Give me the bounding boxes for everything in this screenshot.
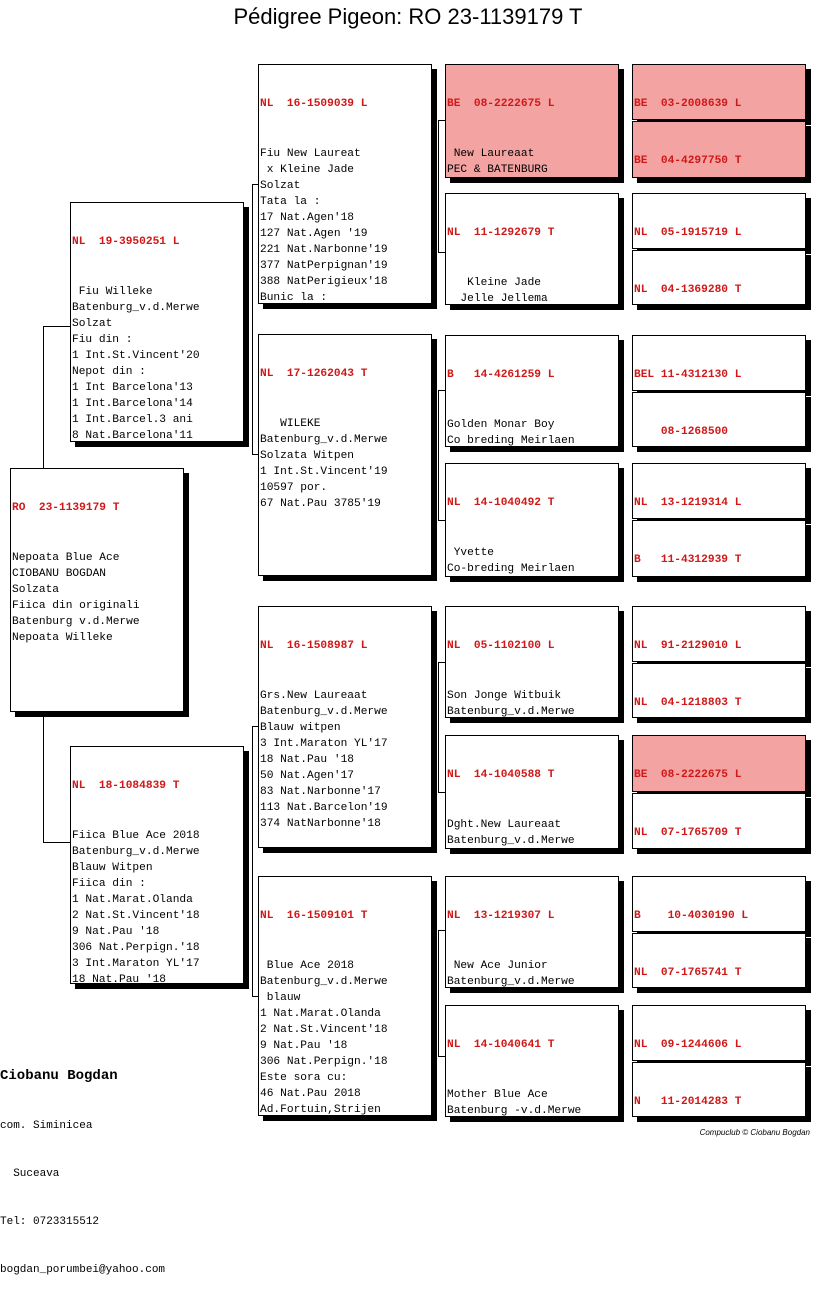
pigeon-info: Kleine Jade Jelle Jellema	[460, 277, 548, 305]
great-grandparent-card	[445, 335, 619, 447]
connector-line	[438, 520, 445, 521]
gen4-card	[632, 933, 806, 988]
gen4-card	[632, 876, 806, 932]
connector-line	[438, 252, 445, 253]
gen4-card	[632, 520, 806, 577]
pigeon-info: Fiica Blue Ace 2018 Batenburg_v.d.Merwe Blauw Witpen Fiica din : 1 Nat.Marat.Olanda 2 Nat.St.Vincent'18 9 Nat.Pau '18 306 Nat.Perpign.'18 3 Int.Maraton YL'17 18 Nat.Pau '18	[72, 830, 200, 984]
connector-line	[43, 326, 44, 468]
pigeon-info: Dght.New Laureaat Batenburg_v.d.Merwe	[447, 819, 575, 847]
great-grandparent-card	[445, 876, 619, 988]
page-title: Pédigree Pigeon: RO 23-1139179 T	[233, 4, 583, 29]
connector-line	[438, 930, 439, 1056]
ring-number: NL 13-1219307 L	[447, 910, 555, 922]
pigeon-info: Fiu Willeke Batenburg_v.d.Merwe Solzat Fiu din : 1 Int.St.Vincent'20 Nepot din : 1 Int Barcelona'13 1 Int.Barcelona'14 1 Int.Barcel.3 ani 8 Nat.Barcelona'11	[72, 286, 200, 442]
ring-number: BE 08-2222675 L	[447, 98, 555, 110]
connector-line	[43, 326, 70, 327]
ring-number: NL 19-3950251 L	[72, 236, 180, 248]
gen4-card	[632, 64, 806, 120]
breeder-name: Ciobanu Bogdan	[0, 1068, 118, 1084]
pigeon-info: Grs.New Laureaat Batenburg_v.d.Merwe Blauw witpen 3 Int.Maraton YL'17 18 Nat.Pau '18 50 Nat.Agen'17 83 Nat.Narbonne'17 113 Nat.Barcelon'19 374 NatNarbonne'18	[260, 690, 388, 830]
gen4-card	[632, 1005, 806, 1061]
footer-credit: Compuclub © Ciobanu Bogdan	[699, 1128, 810, 1137]
gen4-card	[632, 793, 806, 849]
pigeon-info: New Ace Junior Batenburg_v.d.Merwe	[447, 960, 575, 988]
gen4-card	[632, 463, 806, 519]
connector-line	[438, 1056, 445, 1057]
ring-number: NL 16-1509101 T	[260, 910, 368, 922]
ring-number: NL 09-1244606 L	[634, 1039, 742, 1051]
gen4-card	[632, 335, 806, 391]
great-grandparent-card	[445, 64, 619, 178]
ring-number: NL 05-1102100 L	[447, 640, 555, 652]
connector-line	[438, 390, 445, 391]
gen4-card	[632, 1062, 806, 1117]
great-grandparent-card	[445, 606, 619, 718]
ring-number: B 11-4312939 T	[634, 554, 742, 566]
breeder-email: bogdan_porumbei@yahoo.com	[0, 1264, 166, 1276]
connector-line	[438, 662, 439, 792]
paternal-grandmother-card	[258, 334, 432, 576]
maternal-grandfather-card	[258, 606, 432, 848]
subject-pigeon-card	[10, 468, 184, 712]
ring-number: BEL 11-4312130 L	[634, 369, 742, 381]
gen4-card	[632, 663, 806, 718]
ring-number: NL 04-1369280 T	[634, 284, 742, 296]
connector-line	[438, 120, 439, 252]
pigeon-info: Blue Ace 2018 Batenburg_v.d.Merwe blauw 1 Nat.Marat.Olanda 2 Nat.St.Vincent'18 9 Nat.Pau '18 306 Nat.Perpign.'18 Este sora cu: 46 Nat.Pau 2018 Ad.Fortuin,Strijen	[260, 960, 388, 1116]
ring-number: NL 14-1040588 T	[447, 769, 555, 781]
gen4-card	[632, 193, 806, 249]
ring-number: BE 04-4297750 T	[634, 155, 742, 167]
pigeon-info: New Laureaat PEC & BATENBURG	[447, 148, 548, 176]
ring-number: NL 07-1765741 T	[634, 967, 742, 979]
great-grandparent-card	[445, 463, 619, 577]
pigeon-info: WILEKE Batenburg_v.d.Merwe Solzata Witpen 1 Int.St.Vincent'19 10597 por. 67 Nat.Pau 3785'19	[260, 418, 388, 510]
ring-number: NL 16-1509039 L	[260, 98, 368, 110]
ring-number: B 10-4030190 L	[634, 910, 749, 922]
ring-number: RO 23-1139179 T	[12, 502, 120, 514]
ring-number: NL 05-1915719 L	[634, 227, 742, 239]
great-grandparent-card	[445, 193, 619, 305]
ring-number: NL 11-1292679 T	[447, 227, 555, 239]
ring-number: B 14-4261259 L	[447, 369, 555, 381]
pigeon-info: Mother Blue Ace Batenburg -v.d.Merwe	[447, 1089, 582, 1117]
father-card	[70, 202, 244, 442]
maternal-grandmother-card	[258, 876, 432, 1116]
ring-number: NL 17-1262043 T	[260, 368, 368, 380]
great-grandparent-card	[445, 735, 619, 849]
ring-number: 08-1268500	[634, 426, 728, 438]
pigeon-info: Nepoata Blue Ace CIOBANU BOGDAN Solzata Fiica din originali Batenburg v.d.Merwe Nepoata Willeke	[12, 552, 140, 644]
pigeon-info: Fiu New Laureat x Kleine Jade Solzat Tata la : 17 Nat.Agen'18 127 Nat.Agen '19 221 Nat.Narbonne'19 377 NatPerpignan'19 388 NatPerigieux'18 Bunic la :	[260, 148, 388, 304]
connector-line	[252, 726, 253, 996]
connector-line	[43, 712, 44, 842]
connector-line	[438, 792, 445, 793]
ring-number: NL 18-1084839 T	[72, 780, 180, 792]
pigeon-info: Golden Monar Boy Co breding Meirlaen	[447, 419, 575, 447]
gen4-card	[632, 392, 806, 447]
breeder-phone: Tel: 0723315512	[0, 1216, 100, 1228]
ring-number: N 11-2014283 T	[634, 1096, 742, 1108]
connector-line	[438, 662, 445, 663]
breeder-address-line: Suceava	[0, 1168, 60, 1180]
pigeon-info: Son Jonge Witbuik Batenburg_v.d.Merwe	[447, 690, 575, 718]
ring-number: NL 14-1040641 T	[447, 1039, 555, 1051]
ring-number: BE 08-2222675 L	[634, 769, 742, 781]
connector-line	[438, 120, 445, 121]
breeder-info	[0, 1034, 165, 1294]
connector-line	[43, 842, 70, 843]
connector-line	[252, 184, 253, 454]
gen4-card	[632, 606, 806, 662]
ring-number: NL 07-1765709 T	[634, 827, 742, 839]
gen4-card	[632, 121, 806, 178]
ring-number: NL 16-1508987 L	[260, 640, 368, 652]
ring-number: NL 13-1219314 L	[634, 497, 742, 509]
ring-number: NL 04-1218803 T	[634, 697, 742, 709]
connector-line	[438, 390, 439, 520]
gen4-card	[632, 735, 806, 792]
gen4-card	[632, 250, 806, 305]
ring-number: NL 91-2129010 L	[634, 640, 742, 652]
great-grandparent-card	[445, 1005, 619, 1117]
ring-number: BE 03-2008639 L	[634, 98, 742, 110]
ring-number: NL 14-1040492 T	[447, 497, 555, 509]
pigeon-info: Yvette Co-breding Meirlaen	[447, 547, 575, 575]
connector-line	[438, 930, 445, 931]
mother-card	[70, 746, 244, 984]
paternal-grandfather-card	[258, 64, 432, 304]
breeder-address-line: com. Siminicea	[0, 1120, 93, 1132]
